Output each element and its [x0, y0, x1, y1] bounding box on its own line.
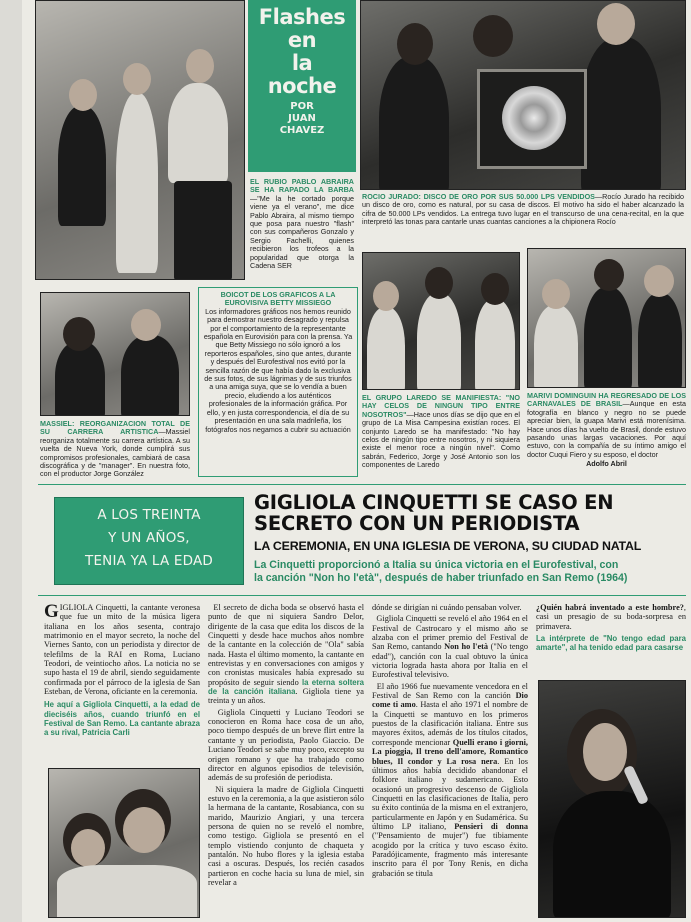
caption-kicker: BOICOT DE LOS GRAFICOS A LA EUROVISIVA BETTY MISSIEGO — [220, 290, 336, 308]
column-text: , casi un presagio de su boda-sorpresa en primavera. — [536, 603, 686, 631]
gigliola-young-photo — [48, 768, 200, 918]
column-text: ("Pensamiento de mujer") fue tibiamente acogido por la crítica y tuvo escaso éxito. Paradójicamente, fragmento más interesante inscrito para él por Tony Renis, en dicha grabación se titula — [372, 831, 528, 878]
massiel-caption — [40, 420, 190, 479]
column-text: . Hasta el año 1971 el nombre de la Cinquetti se mantuvo en los primeros puestos de la clasificación italiana. Entre sus mayores éxitos, además de los títulos citados, corresponde mencionar — [372, 700, 528, 747]
caption-text: —Aunque en esta fotografía en blanco y negro no se puede apreciar bien, la guapa Marivi está morenísima. Hace unos días ha vuelto de Brasil, donde estuvo pasando unas largas vacaciones. Por aquí estuvo, con la compañía de su íntimo amigo el doctor Cuqui Fiero y su esposo, el doctor — [527, 399, 686, 459]
age-box-line: TENIA YA LA EDAD — [85, 553, 213, 569]
caption-text: —Rocío Jurado ha recibido un disco de oro, como es natural, por su casa de discos. El motivo ha sido el haber alcanzado la cifra de 50.000 LPs vendidos. La entrega tuvo lugar en el transcurso de una cena-recital, en la que interpretó las tonas para cantarle unas cuantas canciones a la chipionera Rocío — [362, 192, 684, 227]
flashes-title-line: la — [291, 51, 313, 75]
article-column-1 — [44, 603, 200, 740]
boicot-box — [198, 287, 358, 477]
column-bold: ¿Quién habrá inventado a este hombre? — [536, 603, 684, 612]
caption-text: —Hace unos días se dijo que en el grupo de La Misa Campesina existían roces. El conjunto Laredo se ha manifestado: "No hay celos de ningún tipo entre nosotros, y ni siquiera existe el menor roce a ningún nivel". Como sabrán, Federico, Jorge y José Antonio son los componentes de Laredo — [362, 409, 520, 470]
flashes-title-box — [248, 0, 356, 172]
caption-text: —Massiel reorganiza totalmente su carrera artística. A su vuelta de Nueva York, donde cumplirá sus compromisos profesionales, cambiará de casa discográfica y de "manager". En nuestra foto, con el productor Jorge González — [40, 427, 190, 479]
column-text: Gigliola Cinquetti y Luciano Teodori se conocieron en Roma hace cosa de un año, poco tiempo después de un breve flirt entre la cantante y un periodista, Paolo Giaccio. De Luciano Teodori se sabe muy poco, excepto su origen romano y que ha trabajado como director en algunos episodios de televisión, además de su profesión de periodista. — [208, 707, 364, 783]
marivi-caption — [527, 392, 686, 469]
column-text: dónde se dirigían ni cuándo pensaban volver. — [372, 603, 522, 612]
article-column-4 — [536, 603, 686, 655]
gigliola-singing-photo — [538, 680, 686, 918]
flashes-title-line: en — [287, 28, 317, 52]
rocio-jurado-photo — [360, 0, 686, 190]
deck: LA CEREMONIA, EN UNA IGLESIA DE VERONA, SU CIUDAD NATAL — [254, 539, 642, 553]
top-rule — [38, 484, 686, 485]
column-text: Ni siquiera la madre de Gigliola Cinquetti estuvo en la ceremonia, a la que asistieron sólo la hermana de la cantante, Rosabianca, con su marido, Maurizio Angiari, y una tercera persona de quien no se reveló el nombre, como testigo. Gigliola se presentó en el templo vistiendo conjunto de chaqueta y pantalón. No hubo flores y la iglesia estaba casi a oscuras. Después, los recién casados partieron en coche hacia su luna de miel, sin revelar a — [208, 784, 364, 887]
age-box — [54, 497, 244, 585]
byline-line: CHAVEZ — [279, 125, 325, 136]
caption-kicker: EL RUBIO PABLO ABRAIRA SE HA RAPADO LA BARBA — [250, 177, 354, 195]
byline-line: JUAN — [288, 113, 316, 124]
column-text: IGLIOLA Cinquetti, la cantante veronesa que fue un mito de la música ligera italiana en los años sesenta, contrajo matrimonio en el mayor secreto, la noche del Viernes Santo, con un periodista y director de telefilms de la RAI en Roma, Luciano Teodori, de veintiocho años. La noticia no se supo hasta el 19 de abril, siendo seguidamente confirmada por el párroco de la iglesia de San Esteban, de Verona, oficiante en la ceremonia. — [44, 603, 200, 697]
laredo-caption — [362, 394, 520, 470]
column-text: Gigliola Cinquetti se reveló el año 1964 en el Festival de Castrocaro y el mismo año se alzaba con el primer premio del Festival de San Remo, cantando — [372, 614, 528, 652]
caption-kicker: MASSIEL: REORGANIZACION TOTAL DE SU CARRERA ARTISTICA — [40, 419, 190, 437]
massiel-photo — [40, 292, 190, 416]
caption-kicker: ROCIO JURADO: DISCO DE ORO POR SUS 50.000 LPS VENDIDOS — [362, 192, 595, 201]
drop-cap: G — [44, 601, 59, 622]
caption-kicker: MARIVI DOMINGUIN HA REGRESADO DE LOS CARNAVALES DE BRASIL — [527, 391, 686, 409]
caption-text: Los informadores gráficos nos hemos reunido para demostrar nuestro desagrado y repulsa por el comportamiento de la representante española en Eurovisión para con la prensa. Ya que Betty Missiego no sólo ignoró a los reporteros españoles, sino que antes, durante y después del Eurofestival nos evitó por la sencilla razón de que había dado la exclusiva de sus fotos, de sus lágrimas y de sus triunfos a una amiga suya, que se lo vendía a buen precio, eludiendo a los auténticos profesionales de la información gráfica. Por ello, y en justa correspondencia, el día de su presentación en una sala madrileña, los fotógrafos nos negamos a cubrir su actuación — [203, 306, 353, 434]
gold-record-frame — [477, 69, 587, 169]
column-bold: Non ho l'età — [444, 642, 489, 652]
byline-line: POR — [290, 101, 314, 112]
article-column-2 — [208, 603, 364, 889]
gigliola-photo-caption: He aquí a Gigliola Cinquetti, a la edad de dieciséis años, cuando triunfó en el Festival de San Remo. La cantante abraza a su rival, Patricia Carli — [44, 700, 200, 738]
sub-line-1: La Cinquetti proporcionó a Italia su única victoria en el Eurofestival, con — [254, 559, 619, 571]
flashes-title-line: Flashes — [258, 5, 346, 29]
sub-line-2: la canción "Non ho l'età", después de haber triunfado en San Remo (1964) — [254, 572, 628, 584]
column-highlight: la eterna soltera de la canción italiana — [208, 677, 364, 697]
pablo-abraira-photo — [35, 0, 245, 280]
magazine-page — [22, 0, 691, 922]
caption-text: —"Me la he cortado porque viene ya el verano", me dice Pablo Abraira, al mismo tiempo que posa para nuestro "flash" con sus compañeros Gonzalo y Sergio Fachelli, quienes recibieron los trofeos a la popularidad que otorga la Cadena SER — [250, 193, 354, 271]
article-column-3 — [372, 603, 528, 880]
headline-line-1: GIGLIOLA CINQUETTI SE CASO EN — [254, 491, 614, 514]
pablo-caption — [250, 178, 354, 270]
bottom-rule — [38, 595, 686, 596]
column-text: ("No tengo edad"), canción con la cual obtuvo la única victoria lograda hasta ahora por Italia en el Eurofestival televisivo. — [372, 642, 528, 680]
laredo-photo — [362, 252, 520, 390]
caption-signature: Adolfo Abril — [586, 459, 627, 469]
column-text: El secreto de dicha boda se observó hasta el punto de que ni siquiera Sandro Delor, dirigente de la casa que edita los discos de la Cinquetti y desde hace muchos años nombre de la cantante en la colección de "Ola" sabía nada. Hasta el último momento, la cantante en entrevistas y en conversaciones con amigos y con cronistas musicales había expresado su propósito de seguir siendo — [208, 603, 364, 687]
marivi-dominguin-photo — [527, 248, 686, 388]
rocio-caption — [362, 193, 684, 227]
caption-kicker: EL GRUPO LAREDO SE MANIFIESTA: "NO HAY CELOS DE NINGUN TIPO ENTRE NOSOTROS" — [362, 393, 520, 419]
headline-line-2: SECRETO CON UN PERIODISTA — [254, 512, 580, 535]
flashes-title-line: noche — [267, 74, 337, 98]
column-bold: Quelli erano i giorni, La pioggia, Il treno dell'amore, Romantico blues, Il condor y La rosa nera — [372, 737, 529, 766]
column-text: . Gigliola tiene ya treinta y un años. — [208, 687, 364, 706]
column-bold: Dio come ti amo — [372, 691, 529, 710]
column-text: . En los últimos años había decidido abandonar el folklore italiano y sudamericano. Esto ocasionó un progresivo descenso de Gigliola Cinquetti en las clasificaciones de Italia, pero su éxito continúa de la misma en el extranjero, particularmente en Japón y en Sudamérica. Su último LP italiano, — [372, 756, 528, 831]
column-bold: Pensieri di donna — [454, 821, 528, 831]
age-box-line: Y UN AÑOS, — [108, 530, 190, 546]
column-text: El año 1966 fue nuevamente vencedora en el Festival de San Remo con la canción — [372, 681, 528, 701]
nonho-photo-caption: La intérprete de "No tengo edad para amarte", al ha tenido edad para casarse — [536, 634, 686, 653]
age-box-line: A LOS TREINTA — [97, 507, 201, 523]
